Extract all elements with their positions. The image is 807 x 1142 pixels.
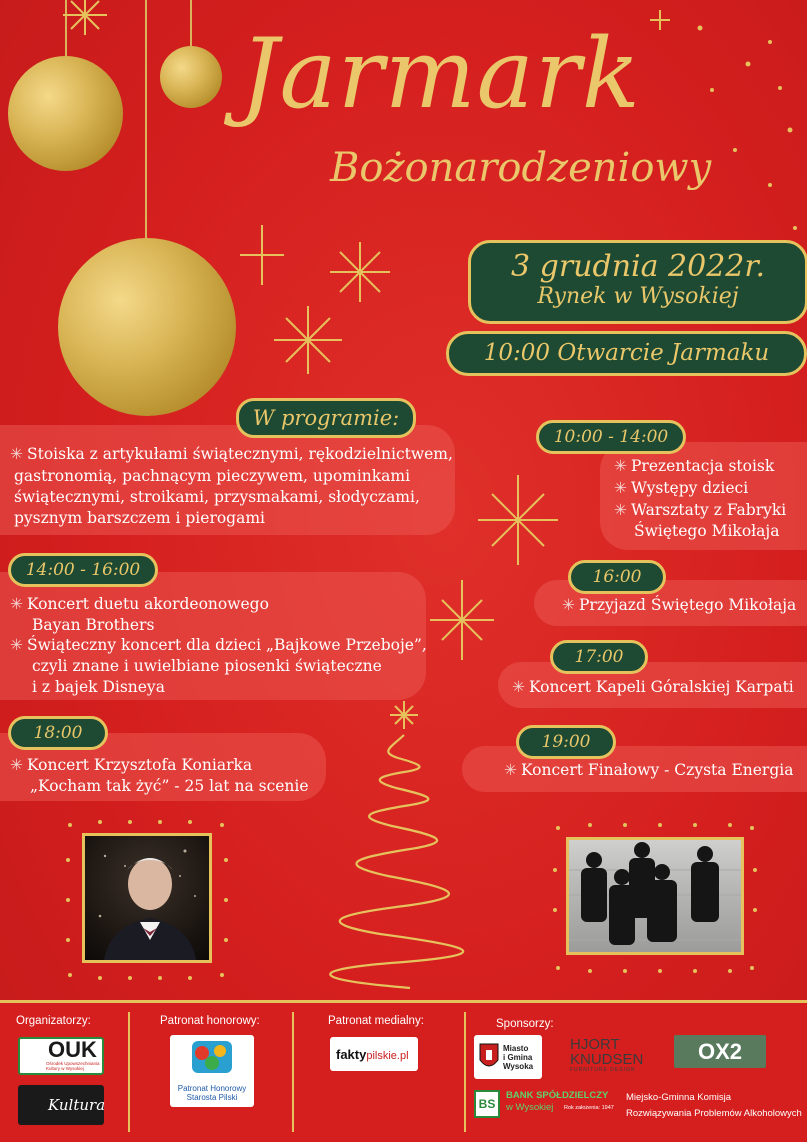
slot-1-item: Świętego Mikołaja — [634, 522, 780, 540]
hjort-line-2: KNUDSEN — [570, 1051, 644, 1068]
photo-singer — [82, 833, 212, 963]
slot-3-item: ✳ Przyjazd Świętego Mikołaja — [562, 596, 797, 614]
slot-2-item: czyli znane i uwielbiane piosenki świąteczne — [32, 657, 382, 675]
starosta-caption-1: Patronat Honorowy — [177, 1084, 247, 1093]
city-line-3: Wysoka — [503, 1061, 534, 1071]
slot-5-item: „Kocham tak żyć” - 25 lat na scenie — [30, 777, 309, 795]
title: Jarmark — [240, 18, 641, 130]
slot-4-item: ✳ Koncert Kapeli Góralskiej Karpati — [512, 678, 794, 696]
intro-line: pysznym barszczem i pierogami — [14, 509, 265, 527]
footer-divider — [128, 1012, 130, 1132]
coat-of-arms-icon — [478, 1042, 500, 1072]
slot-4-time: 17:00 — [550, 640, 648, 674]
city-line-1: Miasto — [503, 1043, 529, 1053]
slot-2-item: Bayan Brothers — [32, 616, 155, 634]
hjort-line-3: FURNITURE DESIGN — [570, 1067, 636, 1073]
ox2-logo — [674, 1035, 766, 1068]
event-location: Rynek w Wysokiej — [537, 284, 739, 309]
photo-band — [566, 837, 744, 955]
slot-6-item: ✳ Koncert Finałowy - Czysta Energia — [504, 761, 794, 779]
slot-2-item: i z bajek Disneya — [32, 678, 165, 696]
footer-divider — [292, 1012, 294, 1132]
slot-3-time: 16:00 — [568, 560, 666, 594]
media-label: Patronat medialny: — [328, 1015, 424, 1027]
fakty-text: fakty — [336, 1047, 367, 1062]
gmina-wysoka-logo — [474, 1035, 542, 1079]
slot-5-item: ✳ Koncert Krzysztofa Koniarka — [10, 756, 253, 774]
starosta-logo — [170, 1035, 254, 1107]
commission-line-1: Miejsko-Gminna Komisja — [626, 1092, 732, 1103]
footer-divider — [464, 1012, 466, 1132]
bank-location: w Wysokiej — [506, 1102, 554, 1113]
slot-1-item: ✳ Warsztaty z Fabryki — [614, 501, 787, 519]
city-line-2: i Gmina — [503, 1052, 533, 1062]
pilskie-text: pilskie.pl — [366, 1050, 409, 1062]
commission-text — [626, 1092, 802, 1120]
bank-founded: Rok założenia: 1947 — [564, 1105, 614, 1111]
starosta-emblem — [170, 1035, 254, 1079]
intro-line: gastronomią, pachnącym pieczywem, upominkami — [14, 467, 411, 485]
slot-2-time: 14:00 - 16:00 — [8, 553, 158, 587]
gmina-wysoka-text — [503, 1044, 533, 1071]
honorary-label: Patronat honorowy: — [160, 1015, 260, 1027]
singer-silhouette — [85, 836, 212, 963]
slot-1-time: 10:00 - 14:00 — [536, 420, 686, 454]
event-date: 3 grudnia 2022r. — [511, 249, 765, 284]
subtitle: Bożonarodzeniowy — [330, 145, 712, 191]
ouk-logo-caption: Ośrodek Upowszechniania Kultury w Wysokiej — [46, 1061, 100, 1071]
intro-line: ✳ Stoiska z artykułami świątecznymi, rękodzielnictwem, — [10, 445, 453, 463]
hjort-knudsen-logo — [570, 1037, 642, 1073]
ouk-logo — [18, 1037, 104, 1075]
hjort-line-1: HJORT — [570, 1036, 620, 1053]
slot-2-item: ✳ Koncert duetu akordeonowego — [10, 595, 269, 613]
bank-bs-icon: BS — [474, 1090, 500, 1118]
bank-logo — [474, 1088, 618, 1124]
organizers-label: Organizatorzy: — [16, 1015, 91, 1027]
starosta-caption-2: Starosta Pilski — [186, 1093, 238, 1102]
slot-5-time: 18:00 — [8, 716, 108, 750]
slot-2-item: ✳ Świąteczny koncert dla dzieci „Bajkowe Przeboje”, — [10, 636, 427, 654]
slot-1-item: ✳ Prezentacja stoisk — [614, 457, 775, 475]
slot-6-time: 19:00 — [516, 725, 616, 759]
intro-line: świątecznymi, stroikami, przysmakami, słodyczami, — [14, 488, 420, 506]
opening-box: 10:00 Otwarcie Jarmaku — [446, 331, 807, 376]
bank-name: BANK SPÓŁDZIELCZY — [506, 1090, 609, 1101]
kultura-logo-text: Kultura — [48, 1096, 106, 1114]
program-heading: W programie: — [236, 398, 416, 438]
commission-line-2: Rozwiązywania Problemów Alkoholowych — [626, 1108, 802, 1119]
band-silhouette — [569, 840, 744, 955]
sponsors-label: Sponsorzy: — [496, 1018, 554, 1030]
kultura-logo — [18, 1085, 104, 1125]
ouk-logo-text: OUK — [48, 1037, 97, 1062]
fakty-pilskie-logo — [330, 1037, 418, 1071]
date-location-box — [468, 240, 807, 324]
slot-1-item: ✳ Występy dzieci — [614, 479, 749, 497]
ox2-text: OX2 — [697, 1039, 743, 1064]
